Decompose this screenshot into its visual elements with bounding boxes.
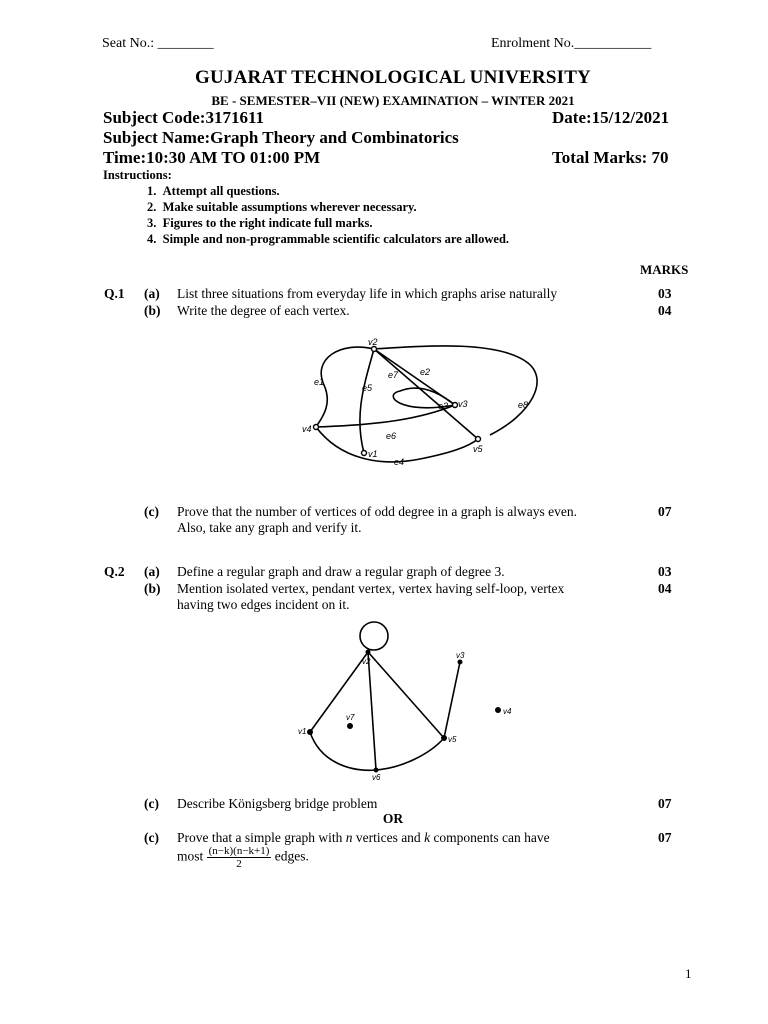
edge-label: e5 — [362, 383, 373, 393]
vertex-label: v4 — [302, 424, 312, 434]
part-label: (b) — [144, 581, 161, 596]
exam-date: Date:15/12/2021 — [552, 108, 670, 127]
edge-label: e8 — [518, 400, 529, 410]
total-marks: Total Marks: 70 — [552, 148, 669, 167]
question-text-q2c-alt-line2: most $\frac{(n-k)(n-k+1)}{2}$ edges. — [177, 845, 309, 870]
university-title: GUJARAT TECHNOLOGICAL UNIVERSITY — [195, 67, 591, 88]
marks-column-header: MARKS — [640, 262, 689, 277]
exam-time: Time:10:30 AM TO 01:00 PM — [103, 148, 321, 167]
part-label: (c) — [144, 830, 159, 845]
question-text-q1a: List three situations from everyday life in which graphs arise naturally — [177, 286, 558, 301]
part-label: (b) — [144, 303, 161, 318]
instruction-item: 1. Attempt all questions. — [147, 184, 280, 198]
marks-q1c: 07 — [658, 504, 672, 519]
vertex-label: v7 — [346, 713, 355, 722]
page-number: 1 — [685, 966, 692, 981]
marks-q2b: 04 — [658, 581, 672, 596]
marks-q1a: 03 — [658, 286, 672, 301]
edge-label: e2 — [420, 367, 431, 377]
instruction-item: 3. Figures to the right indicate full marks. — [147, 216, 373, 230]
edge-label: e3 — [438, 401, 449, 411]
part-label: (a) — [144, 286, 160, 301]
graph-figure-q2 — [290, 612, 530, 784]
question-text-q1c-line2: Also, take any graph and verify it. — [177, 520, 362, 535]
edge-label: e1 — [314, 377, 325, 387]
marks-q2a: 03 — [658, 564, 672, 579]
part-label: (c) — [144, 504, 159, 519]
question-text-q2b-line1: Mention isolated vertex, pendant vertex, vertex having self-loop, vertex — [177, 581, 565, 596]
question-text-q2c: Describe Königsberg bridge problem — [177, 796, 378, 811]
edge-label: e4 — [394, 457, 405, 467]
question-text-q1c-line1: Prove that the number of vertices of odd degree in a graph is always even. — [177, 504, 577, 519]
part-label: (c) — [144, 796, 159, 811]
exam-title: BE - SEMESTER–VII (NEW) EXAMINATION – WINTER 2021 — [211, 93, 575, 108]
instruction-item: 2. Make suitable assumptions wherever necessary. — [147, 200, 417, 214]
question-text-q1b: Write the degree of each vertex. — [177, 303, 350, 318]
question-number-q1: Q.1 — [104, 286, 125, 301]
or-separator: OR — [382, 811, 404, 826]
vertex-label: v1 — [298, 727, 307, 736]
edge-label: e7 — [388, 370, 399, 380]
instruction-item: 4. Simple and non-programmable scientific calculators are allowed. — [147, 232, 510, 246]
vertex-label: v3 — [456, 651, 465, 660]
edge-label: e6 — [386, 431, 397, 441]
question-number-q2: Q.2 — [104, 564, 125, 579]
vertex-label: v5 — [473, 444, 483, 454]
part-label: (a) — [144, 564, 160, 579]
vertex-label: v4 — [503, 707, 512, 716]
marks-q1b: 04 — [658, 303, 672, 318]
question-text-q2a: Define a regular graph and draw a regular graph of degree 3. — [177, 564, 505, 579]
seat-number-field: Seat No.: ________ — [102, 36, 214, 51]
enrolment-number-field: Enrolment No.___________ — [491, 36, 652, 51]
vertex-label: v2 — [368, 337, 378, 347]
vertex-label: v1 — [368, 449, 378, 459]
vertex-label: v2 — [362, 657, 371, 666]
vertex-label: v3 — [458, 399, 468, 409]
question-text-q2b-line2: having two edges incident on it. — [177, 597, 350, 612]
marks-q2c-alt: 07 — [658, 830, 672, 845]
marks-q2c: 07 — [658, 796, 672, 811]
subject-name: Subject Name:Graph Theory and Combinatorics — [103, 128, 459, 147]
graph-figure-q1 — [290, 335, 560, 475]
subject-code: Subject Code:3171611 — [103, 108, 265, 127]
instructions-heading: Instructions: — [103, 168, 172, 182]
vertex-label: v5 — [448, 735, 457, 744]
vertex-label: v6 — [372, 773, 381, 782]
fraction-formula: $\frac{(n-k)(n-k+1)}{2}$ — [208, 845, 270, 870]
question-text-q2c-alt-line1: Prove that a simple graph with n vertices and k components can have — [177, 830, 550, 845]
